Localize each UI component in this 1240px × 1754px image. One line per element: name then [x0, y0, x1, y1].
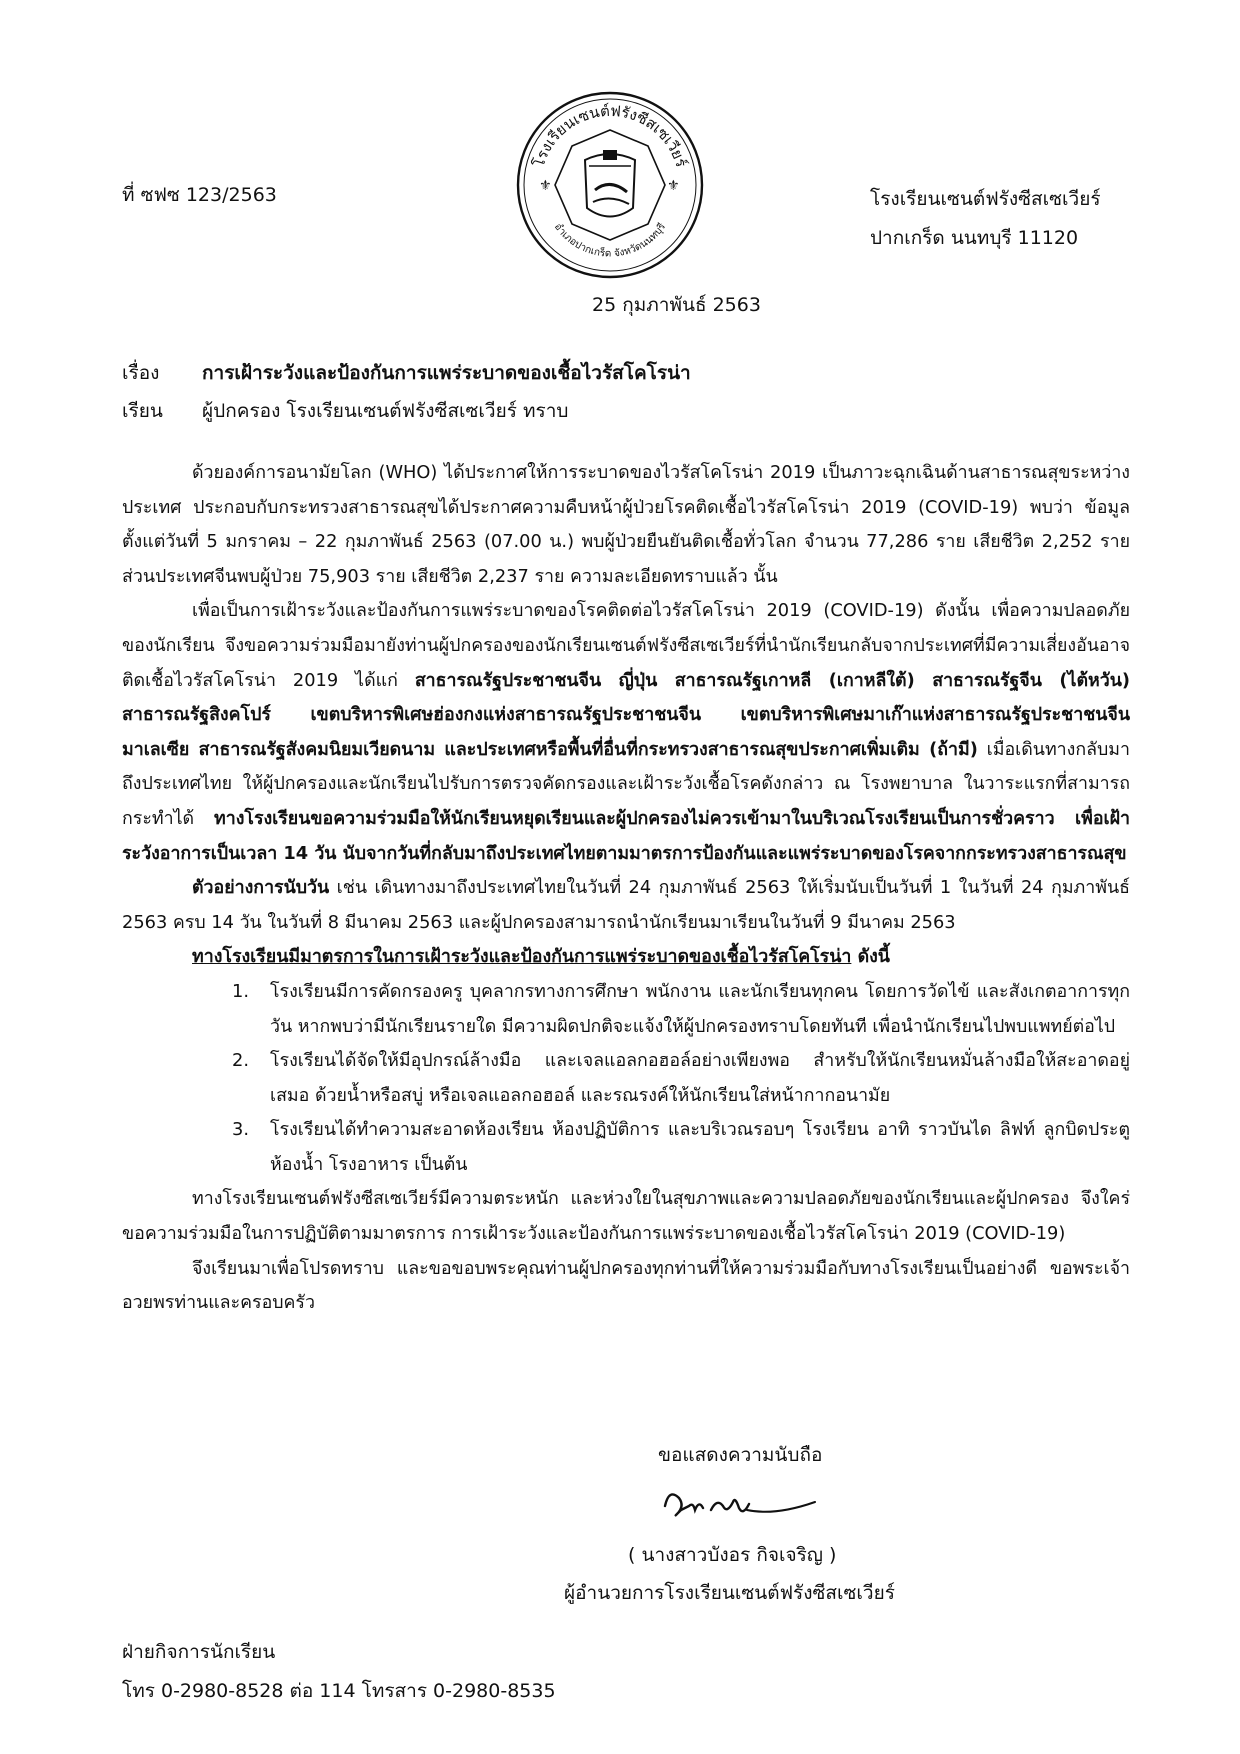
measure-text: โรงเรียนมีการคัดกรองครู บุคลากรทางการศึกษา พนักงาน และนักเรียนทุกคน โดยการวัดไข้ และสังเกตอาการทุกวัน หากพบว่ามีนักเรียนรายใด มีความผิดปกติจะแจ้งให้ผู้ปกครองทราบโดยทันที เพื่อนำนักเรียนไปพบแพทย์ต่อไป: [270, 980, 1130, 1037]
recipient-text: ผู้ปกครอง โรงเรียนเซนต์ฟรังซีสเซเวียร์ ทราบ: [202, 400, 569, 422]
subject-label: เรื่อง: [122, 362, 160, 384]
school-address: ปากเกร็ด นนทบุรี 11120: [870, 227, 1079, 249]
paragraph-1: ด้วยองค์การอนามัยโลก (WHO) ได้ประกาศให้การระบาดของไวรัสโคโรน่า 2019 เป็นภาวะฉุกเฉินด้านสาธารณสุขระหว่างประเทศ ประกอบกับกระทรวงสาธารณสุขได้ประกาศความคืบหน้าผู้ป่วยโรคติดเชื้อไวรัสโคโรน่า 2019 (COVID-19) พบว่า ข้อมูลตั้งแต่วันที่ 5 มกราคม – 22 กุมภาพันธ์ 2563 (07.00 น.) พบผู้ป่วยยืนยันติดเชื้อทั่วโลก จำนวน 77,286 ราย เสียชีวิต 2,252 ราย ส่วนประเทศจีนพบผู้ป่วย 75,903 ราย เสียชีวิต 2,237 ราย ความละเอียดทราบแล้ว นั้น: [122, 462, 1130, 587]
paragraph-4: [122, 940, 1130, 975]
closing-salutation: ขอแสดงความนับถือ: [658, 1444, 823, 1466]
subject-row: [122, 358, 691, 388]
letter-date: 25 กุมภาพันธ์ 2563: [592, 294, 761, 316]
subject-text: การเฝ้าระวังและป้องกันการแพร่ระบาดของเชื้อไวรัสโคโรน่า: [202, 362, 691, 384]
measures-list: [122, 975, 1130, 1183]
recipient-label: เรียน: [122, 400, 163, 422]
recipient-row: [122, 396, 568, 426]
measure-text: โรงเรียนได้ทำความสะอาดห้องเรียน ห้องปฏิบัติการ และบริเวณรอบๆ โรงเรียน อาทิ ราวบันได ลิฟท์ ลูกบิดประตู ห้องน้ำ โรงอาหาร เป็นต้น: [270, 1119, 1130, 1175]
reference-number: ที่ ซฟซ 123/2563: [122, 184, 277, 206]
paragraph-3: [122, 871, 1130, 940]
measure-number: 1.: [232, 980, 249, 1002]
seal-top-text: โรงเรียนเซนต์ฟรังซีสเซเวียร์: [529, 101, 691, 170]
measure-item: [232, 975, 1130, 1044]
measures-heading: ทางโรงเรียนมีมาตรการในการเฝ้าระวังและป้องกันการแพร่ระบาดของเชื้อไวรัสโคโรน่า: [192, 946, 852, 968]
school-address-block: [870, 180, 1101, 258]
handwritten-signature: [655, 1476, 825, 1536]
paragraph-2-screening: เมื่อเดินทางกลับมาถึงประเทศไทย ให้ผู้ปกครองและนักเรียนไปรับการตรวจคัดกรองและเฝ้าระวังเชื้อโรคดังกล่าว ณ โรงพยาบาล ในวาระแรกที่สามารถกระทำได้: [122, 738, 1130, 829]
measure-item: [232, 1113, 1130, 1182]
school-seal-logo: [515, 90, 705, 280]
seal-bottom-text: อำเภอปากเกร็ด จังหวัดนนทบุรี: [551, 221, 669, 260]
day-count-example-text: เช่น เดินทางมาถึงประเทศไทยในวันที่ 24 กุมภาพันธ์ 2563 ให้เริ่มนับเป็นวันที่ 1 ในวันที่ 24 กุมภาพันธ์ 2563 ครบ 14 วัน ในวันที่ 8 มีนาคม 2563 และผู้ปกครองสามารถนำนักเรียนมาเรียนในวันที่ 9 มีนาคม 2563: [122, 877, 1130, 933]
paragraph-5: ทางโรงเรียนเซนต์ฟรังซีสเซเวียร์มีความตระหนัก และห่วงใยในสุขภาพและความปลอดภัยของนักเรียนและผู้ปกครอง จึงใคร่ขอความร่วมมือในการปฏิบัติตามมาตรการ การเฝ้าระวังและป้องกันการแพร่ระบาดของเชื้อไวรัสโคโรน่า 2019 (COVID-19): [122, 1188, 1130, 1245]
paragraph-6: จึงเรียนมาเพื่อโปรดทราบ และขอขอบพระคุณท่านผู้ปกครองทุกท่านที่ให้ความร่วมมือกับทางโรงเรียนเป็นอย่างดี ขอพระเจ้าอวยพรท่านและครอบครัว: [122, 1257, 1130, 1314]
measure-text: โรงเรียนได้จัดให้มีอุปกรณ์ล้างมือ และเจลแอลกอฮอล์อย่างเพียงพอ สำหรับให้นักเรียนหมั่นล้างมือให้สะอาดอยู่เสมอ ด้วยน้ำหรือสบู่ หรือเจลแอลกอฮอล์ และรณรงค์ให้นักเรียนใส่หน้ากากอนามัย: [270, 1050, 1130, 1106]
svg-text:⚜: ⚜: [539, 178, 552, 194]
letter-body: [122, 456, 1130, 1321]
measure-number: 3.: [232, 1119, 249, 1141]
measure-number: 2.: [232, 1050, 249, 1072]
footer-department: ฝ่ายกิจการนักเรียน: [122, 1641, 276, 1663]
svg-text:⚜: ⚜: [667, 178, 680, 194]
paragraph-2-intro: เพื่อเป็นการเฝ้าระวังและป้องกันการแพร่ระบาดของโรคติดต่อไวรัสโคโรน่า 2019 (COVID-19) ดังนั้น เพื่อความปลอดภัยของนักเรียน จึงขอความร่วมมือมายังท่านผู้ปกครองของนักเรียนเซนต์ฟรังซีสเซเวียร์ที่นำนักเรียนกลับจากประเทศที่มีความเสี่ยงอันอาจติดเชื้อไวรัสโคโรน่า 2019 ได้แก่: [122, 600, 1130, 691]
signer-title: ผู้อำนวยการโรงเรียนเซนต์ฟรังซีสเซเวียร์: [564, 1582, 895, 1604]
signer-name: ( นางสาวบังอร กิจเจริญ ): [628, 1544, 837, 1566]
measure-item: [232, 1044, 1130, 1113]
day-count-example-label: ตัวอย่างการนับวัน: [192, 877, 330, 899]
footer-contact: โทร 0-2980-8528 ต่อ 114 โทรสาร 0-2980-8535: [122, 1680, 556, 1702]
school-name: โรงเรียนเซนต์ฟรังซีสเซเวียร์: [870, 188, 1101, 210]
risk-countries-list: สาธารณรัฐประชาชนจีน ญี่ปุ่น สาธารณรัฐเกาหลี (เกาหลีใต้) สาธารณรัฐจีน (ไต้หวัน) สาธารณรัฐสิงคโปร์ เขตบริหารพิเศษฮ่องกงแห่งสาธารณรัฐประชาชนจีน เขตบริหารพิเศษมาเก๊าแห่งสาธารณรัฐประชาชนจีน มาเลเซีย สาธารณรัฐสังคมนิยมเวียดนาม และประเทศหรือพื้นที่อื่นที่กระทรวงสาธารณสุขประกาศเพิ่มเติม (ถ้ามี): [122, 669, 1130, 760]
school-request-notice: ทางโรงเรียนขอความร่วมมือให้นักเรียนหยุดเรียนและผู้ปกครองไม่ควรเข้ามาในบริเวณโรงเรียนเป็นการชั่วคราว เพื่อเฝ้าระวังอาการเป็นเวลา 14 วัน นับจากวันที่กลับมาถึงประเทศไทยตามมาตรการป้องกันและแพร่ระบาดของโรคจากกระทรวงสาธารณสุข: [122, 807, 1130, 864]
measures-heading-suffix: ดังนี้: [851, 946, 890, 968]
paragraph-2: [122, 594, 1130, 871]
